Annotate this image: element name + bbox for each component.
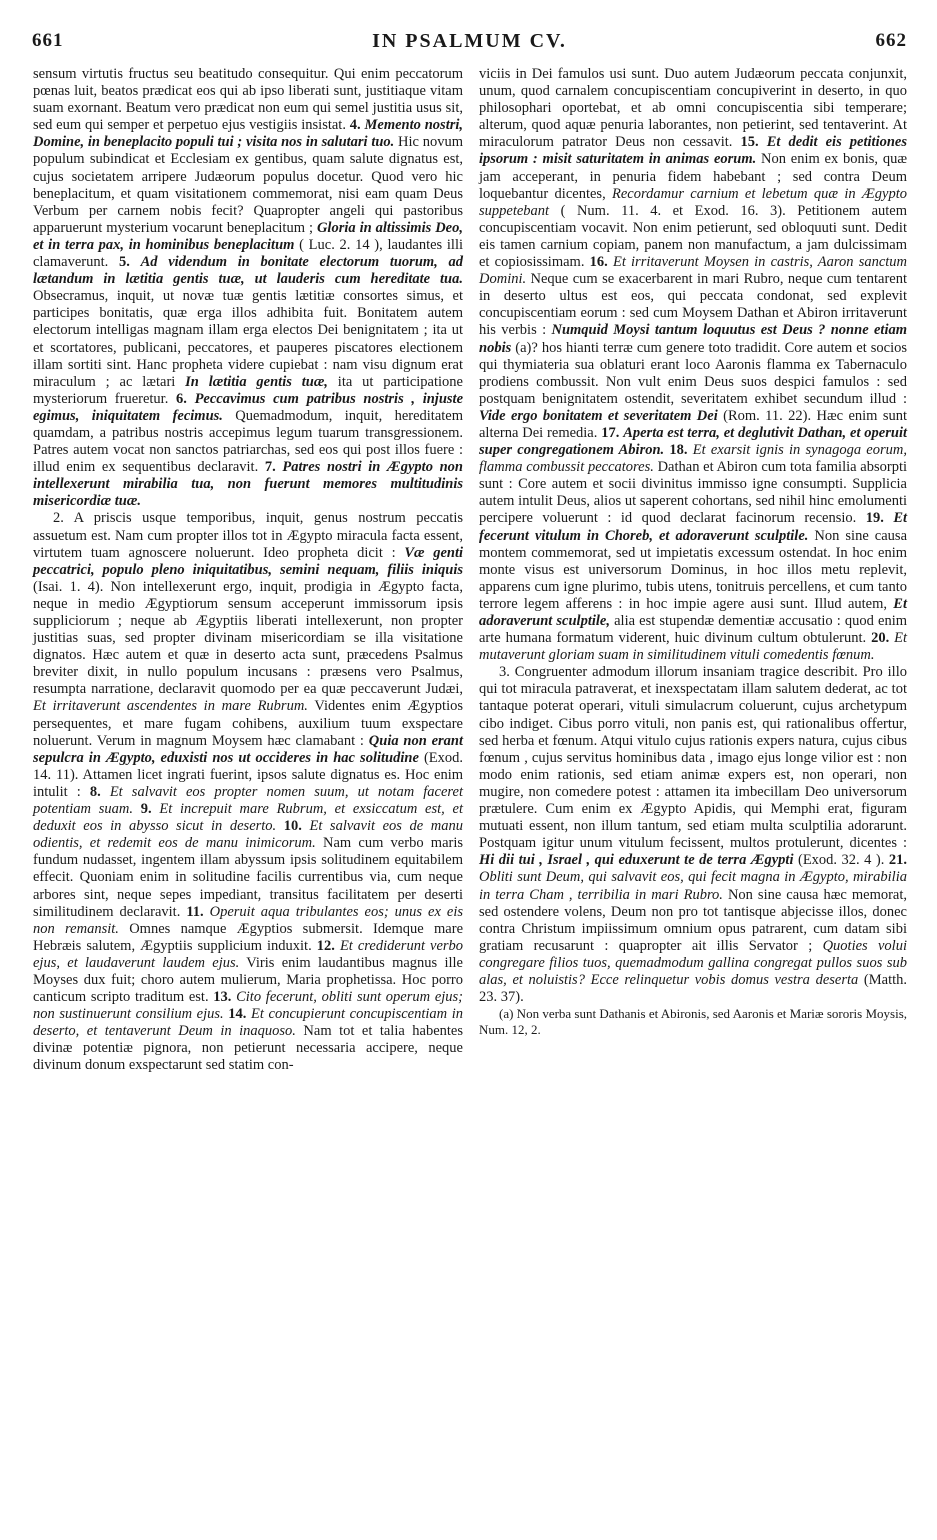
text: alia est stupendæ dementiæ accusatio : quod enim arte humana formatum viderent, huic divinum cultum obtulerunt.	[479, 613, 907, 647]
text: ita ut participatione mysteriorum frueretur.	[33, 373, 463, 407]
text: viciis in Dei famulos usi sunt. Duo autem Judæorum peccata conjunxit, unum, quod carnalem concupiscentiam concupiverint in deserto, in quo philosophari oportebat, et ab omni concupiscentia sibi temperare; alterum, quod aquæ penuria laborantes, non petierint, sed tentaverint. At miraculorum patrator Deus non cessavit.	[479, 66, 907, 151]
verse-number: 11.	[186, 903, 204, 920]
quotation: Vide ergo bonitatem et severitatem Dei	[479, 407, 718, 424]
quotation: Gloria in altissimis Deo, et in terra pax, in hominibus beneplacitum	[33, 219, 463, 253]
text: Omnes namque Ægyptios submersit. Idemque mare Hebræis salutem, Ægyptiis supplicium induxit.	[33, 920, 463, 954]
text: Nam cum verbo maris fundum nudasset, ingentem illam abyssum ipsis solitudinem equitabilem effecit. Quoniam enim in solitudine facilis currentibus via, cum neque arbores sint, neque sepes impediant, transitus facilitatem per deserti similitudinem declaravit.	[33, 835, 464, 920]
paragraph	[479, 664, 907, 1006]
page-header	[32, 30, 907, 60]
right-column	[479, 66, 907, 1038]
text: Non sine causa hæc memorat, sed ostendere volens, Deum non pro tot tantisque abjecisse illos, donec contra Christum impiissimum omnium opus patrarent, cum datam sibi gratiam recusarunt : quapropter ait illis Servator ;	[479, 886, 908, 954]
text: Dathan et Abiron cum tota familia absorpti sunt : Core autem et socii divinitus immisso igne consumpti. Supplicia autem intulit Deus, alios ut saperent cohortans, sed nihil hinc emolumenti percipere voluerunt : id quod declarat facinorum recensio.	[479, 459, 908, 527]
text: Neque cum se exacerbarent in mari Rubro, neque cum tentarent in deserto ultus est eos, qui peccata condonat, sed explevit concupiscentiam eorum : sed cum Moysem Dathan et Abiron irritaverunt his verbis :	[479, 271, 907, 339]
text: laudantes illi clamaverunt.	[33, 236, 464, 271]
verse-number: 17.	[601, 424, 620, 441]
paragraph	[479, 66, 907, 664]
verse-number: 9.	[140, 801, 152, 818]
quotation: Hi dii tui , Israel , qui eduxerunt te de terra Ægypti	[479, 852, 794, 869]
reference: (Exod. 32. 4 ).	[798, 852, 885, 869]
paragraph	[33, 510, 463, 1074]
verse-text: Et irritaverunt Moysen in castris, Aaron sanctum Domini.	[479, 254, 908, 288]
verse-text: Et crediderunt verbo ejus, et laudaverunt laudem ejus.	[33, 937, 464, 971]
reference: ( Num. 11. 4. et Exod. 16. 3).	[560, 202, 786, 219]
verse-text: Et fecerunt vitulum in Choreb, et adoraverunt sculptile.	[479, 510, 908, 544]
quotation: Væ genti peccatrici, populo pleno iniquitatibus, semini nequam, filiis iniquis	[33, 544, 463, 578]
reference: (Exod. 14. 11).	[33, 749, 463, 783]
verse-text: Et dedit eis petitiones ipsorum : misit saturitatem in animas eorum.	[479, 134, 907, 168]
verse-number: 18.	[669, 442, 688, 459]
verse-number: 7.	[264, 459, 276, 476]
reference: (Rom. 11. 22).	[723, 407, 812, 424]
verse-number: 19.	[865, 510, 884, 527]
verse-number: 10.	[283, 818, 302, 835]
verse-number: 6.	[176, 390, 187, 407]
quotation: Numquid Moysi tantum loquutus est Deus ? nonne etiam nobis	[479, 322, 908, 356]
page-number-right: 662	[875, 30, 907, 51]
quotation: In lætitia gentis tuæ,	[185, 373, 328, 390]
verse-number: 5.	[119, 254, 130, 271]
page-number-left: 661	[32, 30, 64, 51]
text: Non intellexerunt ergo, inquit, prodigia in Ægypto facta, neque in medio Ægyptiorum sensum acceperunt immissorum ipsis suppliciorum ; neque ab Ægyptiis liberati intellexerunt, non propter justitias suas, sed propter divinam misericordiam se illa visitatione dignatos. Hæc autem et quæ in deserto acta sunt, præcedens Psalmus breviter dixit, in nullo populum incusans : præsens vero Psalmus, resumpta narratione, declaravit quomodo per ea quæ peccaverunt Judæi,	[33, 578, 463, 698]
quotation: Quia non erant sepulcra in Ægypto, eduxisti nos ut occideres in hac solitudine	[33, 732, 464, 766]
verse-number: 14.	[228, 1006, 247, 1023]
verse-number: 4.	[349, 117, 361, 134]
verse-text: Patres nostri in Ægypto non intellexerunt mirabilia tua, non fuerunt memores multitudinis misericordiæ tuæ.	[33, 459, 463, 510]
verse-number: 15.	[740, 134, 759, 151]
text: Attamen licet ingrati fuerint, ipsos salute dignatus es. Hoc enim intulit :	[33, 766, 463, 800]
left-column	[33, 66, 463, 1075]
text: Hic novum populum subindicat et Ecclesiam ex gentibus, quam salute dignatus est, cujus societatem arripere Judæorum populus docetur. Quod vero hic beneplacitum, et quam visitationem commemorat, nisi eam quam Deus Verbum per carnem nobis fecit? Quapropter angeli qui pastoribus apparuerunt mysterium vocarunt beneplacitum ;	[33, 134, 464, 236]
verse-text: Operuit aqua tribulantes eos; unus ex eis non remansit.	[33, 903, 463, 937]
verse-text: Et exarsit ignis in synagoga eorum, flamma combussit peccatores.	[479, 442, 907, 476]
verse-text: Et salvavit eos de manu odientis, et redemit eos de manu inimicorum.	[33, 818, 463, 852]
text: Videntes enim Ægyptios persequentes, et mare fugam cohibens, auxilium tuum exspectare noluerunt. Verum in magnum Moysem hæc clamabant :	[33, 698, 464, 749]
verse-text: Et salvavit eos propter nomen suum, ut notam faceret potentiam suam.	[33, 783, 463, 818]
reference: (Matth. 23. 37).	[479, 971, 908, 1006]
quotation: Et irritaverunt ascendentes in mare Rubrum.	[33, 698, 308, 715]
verse-text: Et mutaverunt gloriam suam in similitudinem vituli comedentis fœnum.	[479, 630, 908, 664]
verse-text: Aperta est terra, et deglutivit Dathan, et operuit super congregationem Abiron.	[479, 424, 908, 459]
verse-text: Peccavimus cum patribus nostris , injuste egimus, iniquitatem fecimus.	[33, 390, 464, 424]
footnote: (a) Non verba sunt Dathanis et Abironis, sed Aaronis et Mariæ sororis Moysis, Num. 12, 2.	[479, 1006, 908, 1038]
text: hos hianti terræ cum genere toto tradidit. Core autem et socios qui thymiateria sua oblaturi erant loco Aaronis flamma ex Tabernaculo prodiens combussit. Non vult enim Deus suos despici famulos : sed postquam benignitatem ostendit, severitatem exhibet secundum illud :	[479, 339, 908, 407]
reference: (Isai. 1. 4).	[33, 578, 104, 595]
text: Hæc enim sunt alterna Dei remedia.	[479, 407, 908, 441]
verse-number: 16.	[589, 254, 608, 271]
text: Nam tot et talia habentes divinæ potentiæ pignora, non petierunt necessaria accipere, neque divinum donum exspectarunt sed statim con-	[33, 1023, 463, 1074]
verse-text: Ad videndum in bonitate electorum tuorum, ad lætandum in lætitia gentis tuæ, ut lauderis cum hereditate tua.	[33, 254, 463, 288]
verse-number: 21.	[888, 852, 908, 869]
reference: ( Luc. 2. 14 ),	[299, 236, 383, 253]
text: 3. Congruenter admodum illorum insaniam tragice describit. Pro illo qui tot miracula patraverat, et inexspectatam illam salutem dederat, ac tot tantaque poterat operari, vituli simulacrum coluerunt, cujus archetypum cibo indiget. Cibus porro vituli, non panis est, qui rationalibus offertur, sed herba et fœnum. Atqui vitulo cujus rationis expers natura, cujus cibus fœnum , cujus servitus hominibus data , imago ejus longe vilior est : non modo enim rationis, sed etiam animæ expers est, non operari, non mugire, non comedere potest : attamen ita imbecillam Deo universorum prætulere. Cum enim ex Ægypto Apidis, qui Memphi erat, figuram mutuati essent, non illum tantum, sed etiam multa sculptilia adorarunt. Postquam igitur unum vitulum fecissent, multos protulerunt, dicentes :	[479, 664, 907, 852]
verse-number: 13.	[213, 989, 232, 1006]
text: Viris enim laudantibus magnus ille Moyses dux fuit; choro autem mulierum, Maria prophetissa. Hoc porro canticum scripto traditum est.	[33, 954, 463, 1006]
verse-number: 12.	[316, 937, 335, 954]
text: Obsecramus, inquit, ut novæ tuæ gentis lætitiæ consortes simus, et participes bonitatis, quæ erga illos adhibita fuit. Bonitatem autem electorum intelligas magnam illam erga electos Dei benignitatem ; ita ut et scortatores, publicani, peccatores, et pauperes piscatores electionem illam sortiti sint. Hanc propheta videre cupiebat : nam visu dignum erat miraculum ; ac lætari	[33, 288, 463, 390]
verse-text: Memento nostri, Domine, in beneplacito populi tui ; visita nos in salutari tuo.	[33, 117, 464, 151]
verse-text: Et concupierunt concupiscentiam in deserto, et tentaverunt Deum in inaquoso.	[33, 1006, 464, 1040]
verse-text: Cito fecerunt, obliti sunt operum ejus; non sustinuerunt consilium ejus.	[33, 989, 463, 1023]
paragraph	[33, 66, 463, 510]
text: sensum virtutis fructus seu beatitudo consequitur. Qui enim peccatorum pœnas luit, beatos prædicat eos qui ab ipso liberati sunt, justitiaque vitam suam exornant. Beatum vero prædicat non eum qui semel justitia usus sit, sed eum qui semper et perpetuo ejus vestigiis insistat.	[33, 66, 463, 134]
text: Non sine causa montem commemorat, sed ut impietatis excessum ostendat. In hoc enim monte visus est universorum Dominus, in hoc illos metu replevit, apparens cum igne plurimo, tubis utens, tonitruis percellens, et cum tanto terrore legem afferens : in hoc impie agere ausi sunt. Illud autem,	[479, 527, 907, 612]
text: Petitionem autem concupiscentiam vocavit. Non enim petierunt, sed obloquuti sunt. Dedit eis tamen carnium copiam, panem non manufactum, a jam dulcissimam et copiosissimam.	[479, 202, 908, 271]
verse-text: Obliti sunt Deum, qui salvavit eos, qui fecit magna in Ægypto, mirabilia in terra Cham , terribilia in mari Rubro.	[479, 869, 907, 903]
verse-number: 20.	[871, 630, 890, 647]
footnote-marker: (a)?	[515, 339, 538, 356]
quotation: Quoties volui congregare filios tuos, quemadmodum gallina congregat pullos suos sub alas, et noluistis? Ecce relinquetur vobis domus vestra deserta	[479, 937, 907, 988]
text: Non enim ex bonis, quæ jam acceperant, in penuria fidem habebant ; sed contra Deum loquebantur dicentes,	[479, 151, 908, 202]
text: Quemadmodum, inquit, hereditatem quamdam, a patribus nostris accepimus legum tuarum transgressionem. Patres autem vocat non sanctos patriarchas, sed eos qui post illos fuere : illud enim ex sequentibus declaravit.	[33, 407, 464, 476]
running-title: IN PSALMUM CV.	[372, 30, 567, 52]
quotation: Recordamur carnium et lebetum quæ in Ægypto suppetebant	[479, 185, 908, 219]
text: 2. A priscis usque temporibus, inquit, genus nostrum peccatis assuetum est. Nam cum propter illos tot in Ægypto miracula facta essent, virtutem tuam agnoscere noluerunt. Ideo propheta dicit :	[33, 510, 463, 561]
quotation: Et adoraverunt sculptile,	[479, 595, 907, 629]
verse-number: 8.	[89, 783, 101, 800]
verse-text: Et increpuit mare Rubrum, et exsiccatum est, et deduxit eos in abysso sicut in deserto.	[33, 801, 463, 835]
